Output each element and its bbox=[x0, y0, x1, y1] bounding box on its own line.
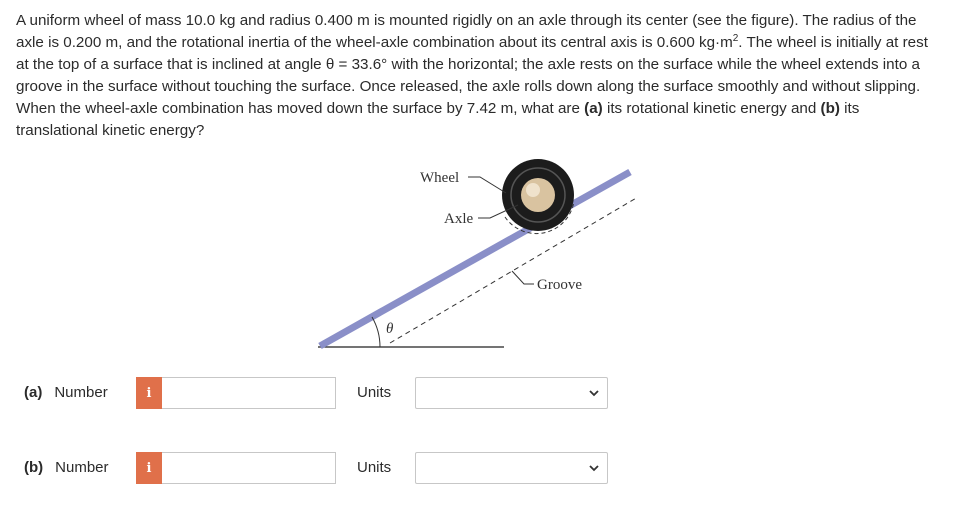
info-icon[interactable]: i bbox=[136, 452, 162, 484]
axle-hub bbox=[521, 178, 555, 212]
chevron-down-icon bbox=[589, 465, 599, 472]
answer-a-number-label: Number bbox=[54, 384, 108, 401]
answer-b-units-select[interactable] bbox=[415, 452, 608, 484]
answer-a-number-input[interactable] bbox=[162, 377, 336, 409]
theta-arc bbox=[372, 317, 380, 347]
problem-text-2: . The wheel is initially at rest at the top of a surface that is inclined at angle θ = 33.6° with the horizontal; the axle rests on the surface while the wheel extends into a groove in the surface without touching the surface. Once released, the axle rolls down along the surface smoothly and without slipping. When the wheel-axle combination has moved down the surface by 7.42 m, what are bbox=[16, 34, 928, 117]
figure-svg bbox=[300, 155, 660, 355]
problem-text-4: its translational kinetic energy? bbox=[16, 100, 860, 139]
problem-text-3: its rotational kinetic energy and bbox=[602, 100, 821, 117]
groove-leader bbox=[512, 271, 534, 284]
info-icon[interactable]: i bbox=[136, 377, 162, 409]
answer-b-letter: (b) bbox=[24, 459, 44, 476]
axle-label: Axle bbox=[444, 211, 474, 227]
answer-a-units-label: Units bbox=[357, 384, 392, 401]
answer-a-units-select[interactable] bbox=[415, 377, 608, 409]
theta-label: θ bbox=[386, 321, 394, 337]
answer-b-units-label: Units bbox=[357, 459, 392, 476]
wheel-leader bbox=[468, 177, 506, 193]
answer-a-letter: (a) bbox=[24, 384, 43, 401]
groove-label: Groove bbox=[537, 277, 582, 293]
problem-text-1: A uniform wheel of mass 10.0 kg and radius 0.400 m is mounted rigidly on an axle through its center (see the figure). The radius of the axle is 0.200 m, and the rotational inertia of the wheel-axle combination about its central axis is 0.600 kg·m bbox=[16, 12, 917, 51]
answer-row-b bbox=[0, 451, 954, 485]
incline-surface bbox=[320, 172, 630, 346]
problem-part-b-ref: (b) bbox=[820, 100, 840, 117]
axle-highlight bbox=[526, 183, 540, 197]
wheel-label: Wheel bbox=[420, 170, 460, 186]
answer-b-label bbox=[24, 459, 109, 476]
answer-b-number-input[interactable] bbox=[162, 452, 336, 484]
problem-statement bbox=[16, 10, 944, 142]
wheel-incline-figure bbox=[300, 155, 660, 355]
problem-part-a-ref: (a) bbox=[584, 100, 603, 117]
problem-superscript: 2 bbox=[732, 32, 739, 44]
answer-a-label bbox=[24, 384, 108, 401]
answer-row-a bbox=[0, 376, 954, 410]
chevron-down-icon bbox=[589, 390, 599, 397]
answer-b-number-label: Number bbox=[55, 459, 109, 476]
